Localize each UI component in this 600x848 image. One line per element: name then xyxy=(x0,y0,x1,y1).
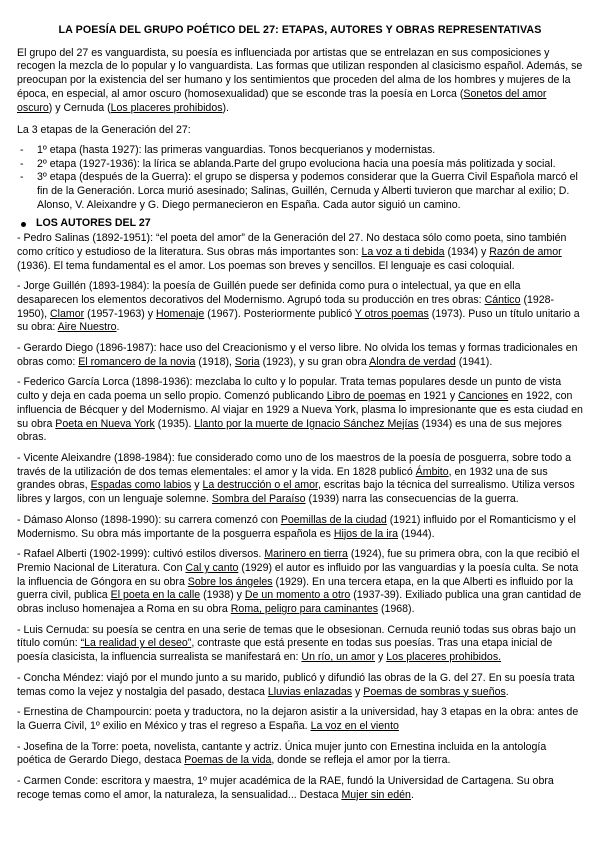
work-title: De un momento a otro xyxy=(244,589,351,602)
work-title: Espadas como labios xyxy=(90,479,192,492)
author-alonso: - Dámaso Alonso (1898-1990): su carrera comenzó con Poemillas de la ciudad (1921) influido por el Romanticismo y el Modernismo. Su obra más importante de la posguerra española es Hijos de la ira (1944). xyxy=(17,513,576,540)
work-title: Lluvias enlazadas xyxy=(267,685,353,698)
autores-heading: LOS AUTORES DEL 27 xyxy=(17,217,583,231)
work-title: Cántico xyxy=(484,293,521,306)
author-champourcin: - Ernestina de Champourcin: poeta y traductora, no la dejaron asistir a la universidad, hay 3 etapas en la obra: antes de la Guerra Civil, 1º exilio en México y tras el regreso a España. La voz en el viento xyxy=(17,706,579,732)
author-torre: - Josefina de la Torre: poeta, novelista, cantante y actriz. Única mujer junto con Ernestina incluida en la antología poética de Gerardo Diego, destaca Poemas de la vida, donde se refleja el amor por la tierra. xyxy=(17,740,547,767)
work-title: “La realidad y el deseo” xyxy=(80,637,192,650)
work-title: La voz a ti debida xyxy=(361,245,445,258)
etapa-item: - 2º etapa (1927-1936): la lírica se ablanda.Parte del grupo evoluciona hacia una poesía más politizada y social. xyxy=(20,157,556,170)
work-title: Poemillas de la ciudad xyxy=(280,513,387,526)
author-cernuda: - Luis Cernuda: su poesía se centra en una serie de temas que le obsesionan. Cernuda reunió todas sus obras bajo un título común: “La realidad y el deseo”, contraste que está presente en todas sus poesías. Tras una etapa inicial de poesía clasicista, la influencia surrealista se manifestará en: Un río, un amor y Los placeres prohibidos. xyxy=(17,623,576,664)
dash-bullet: - xyxy=(20,171,24,184)
work-title: Clamor xyxy=(49,307,85,320)
work-title: El poeta en la calle xyxy=(110,589,201,602)
work-title: Sombra del Paraíso xyxy=(211,493,306,506)
work-title: Cal y canto xyxy=(185,561,239,574)
etapas-heading: La 3 etapas de la Generación del 27: xyxy=(17,124,191,137)
author-diego: - Gerardo Diego (1896-1987): hace uso del Creacionismo y el verso libre. No olvida los temas y formas tradicionales en obras como: El romancero de la novia (1918), Soria (1923), y su gran obra Alondra de verdad (1941). xyxy=(17,342,578,368)
work-title: Alondra de verdad xyxy=(369,355,456,368)
intro-paragraph: El grupo del 27 es vanguardista, su poesía es influenciada por artistas que se entrelazan en sus composiciones y recogen la mezcla de lo popular y lo vanguardista. Las formas que utilizan responden al clasicismo español. Además, se preocupan por la existencia del ser humano y los sentimientos que proceden del alma de los hombres y mujeres de la época, en especial, al amor oscuro (homosexualidad) que se esconde tras la poesía en Lorca (Sonetos del amor oscuro) y Cernuda (Los placeres prohibidos). xyxy=(17,46,583,114)
work-title: Libro de poemas xyxy=(326,390,406,403)
work-title: Sonetos del amor oscuro xyxy=(17,87,547,114)
dash-bullet: - xyxy=(20,157,24,170)
bullet-icon xyxy=(21,222,26,227)
work-title: Poemas de sombras y sueños xyxy=(363,685,506,698)
work-title: Marinero en tierra xyxy=(264,548,348,561)
work-title: Canciones xyxy=(458,390,509,403)
work-title: Poeta en Nueva York xyxy=(55,417,155,430)
etapa-item: - 1º etapa (hasta 1927): las primeras vanguardias. Tonos becquerianos y modernistas. xyxy=(20,143,436,156)
author-aleixandre: - Vicente Aleixandre (1898-1984): fue considerado como uno de los maestros de la poesía de posguerra, sobre todo a través de la utilización de dos temas elementales: el amor y la vida. En 1828 publicó Ámbito, en 1932 una de sus grandes obras, Espadas como labios y La destrucción o el amor, escritas bajo la técnica del surrealismo. Utiliza versos libres y largos, con un lenguaje solemne. Sombra del Paraíso (1939) narra las consecuencias de la guerra. xyxy=(17,451,575,506)
work-title: Ámbito xyxy=(415,465,449,478)
work-title: Aire Nuestro xyxy=(57,321,117,334)
work-title: Soria xyxy=(234,355,260,368)
work-title: Y otros poemas xyxy=(354,307,429,320)
author-salinas: - Pedro Salinas (1892-1951): “el poeta del amor” de la Generación del 27. No destaca sólo como poeta, sino también como crítico y estudioso de la literatura. Sus obras más importantes son: La voz a ti debida (1934) y Razón de amor (1936). El tema fundamental es el amor. Los poemas son breves y sencillos. El lenguaje es casi coloquial. xyxy=(17,232,567,272)
work-title: Mujer sin edén xyxy=(341,788,411,801)
etapas-list xyxy=(17,144,583,213)
work-title: El romancero de la novia xyxy=(78,355,196,368)
work-title: La voz en el viento xyxy=(310,719,399,732)
author-conde: - Carmen Conde: escritora y maestra, 1º mujer académica de la RAE, fundó la Universidad de Cartagena. Su obra recoge temas como el amor, la naturaleza, la sensualidad... Destaca Mujer sin edén. xyxy=(17,775,554,801)
work-title: Razón de amor xyxy=(489,245,562,258)
author-mendez: - Concha Méndez: viajó por el mundo junto a su marido, publicó y difundió las obras de la G. del 27. En su poesía trata temas como la vejez y nostalgia del pasado, destaca Lluvias enlazadas y Poemas de sombras y sueños. xyxy=(17,671,575,698)
work-title: Un río, un amor xyxy=(301,651,376,664)
work-title: Poemas de la vida xyxy=(184,754,272,767)
work-title: Homenaje xyxy=(155,307,205,320)
author-alberti: - Rafael Alberti (1902-1999): cultivó estilos diversos. Marinero en tierra (1924), fue su primera obra, con la que recibió el Premio Nacional de Literatura. Con Cal y canto (1929) el autor es influido por las vanguardias y la poesía culta. Se nota la influencia de Góngora en su obra Sobre los ángeles (1929). En una tercera etapa, en la que Alberti es influido por la guerra civil, publica El poeta en la calle (1938) y De un momento a otro (1937-39). Exiliado publica una gran cantidad de obras incluso homenajea a Roma en su obra Roma, peligro para caminantes (1968). xyxy=(17,548,582,616)
document-title: LA POESÍA DEL GRUPO POÉTICO DEL 27: ETAPAS, AUTORES Y OBRAS REPRESENTATIVAS xyxy=(58,24,542,36)
work-title: La destrucción o el amor xyxy=(202,479,318,492)
work-title: Los placeres prohibidos. xyxy=(386,651,502,664)
etapa-item: - 3º etapa (después de la Guerra): el grupo se dispersa y podemos considerar que la Guerra Civil Española marcó el fin de la Generación. Lorca murió asesinado; Salinas, Guillén, Cernuda y Alberti tuvieron que marchar al exilio; D. Alonso, V. Aleixandre y G. Diego permanecieron en España. Cada autor siguió un camino. xyxy=(20,171,578,211)
work-title: Llanto por la muerte de Ignacio Sánchez Mejías xyxy=(194,417,419,430)
work-title: Los placeres prohibidos xyxy=(110,101,223,114)
dash-bullet: - xyxy=(20,143,24,156)
author-lorca: - Federico García Lorca (1898-1936): mezclaba lo culto y lo popular. Trata temas populares desde un punto de vista culto y deja en cada poema un sello propio. Comenzó publicando Libro de poemas en 1921 y Canciones en 1922, con influencia de Bécquer y del Modernismo. Al viajar en 1929 a Nueva York, plasma lo impresionante que es esta ciudad en su obra Poeta en Nueva York (1935). Llanto por la muerte de Ignacio Sánchez Mejías (1934) es una de sus mejores obras. xyxy=(17,376,583,444)
work-title: Hijos de la ira xyxy=(333,527,398,540)
work-title: Sobre los ángeles xyxy=(187,575,273,588)
author-guillen: - Jorge Guillén (1893-1984): la poesía de Guillén puede ser definida como pura o intelectual, ya que en ella desaparecen los elementos decorativos del Modernismo. Agrupó toda su producción en tres obras: Cántico (1928-1950), Clamor (1957-1963) y Homenaje (1967). Posteriormente publicó Y otros poemas (1973). Puso un título unitario a su obra: Aire Nuestro. xyxy=(17,280,580,334)
work-title: Roma, peligro para caminantes xyxy=(230,603,378,616)
